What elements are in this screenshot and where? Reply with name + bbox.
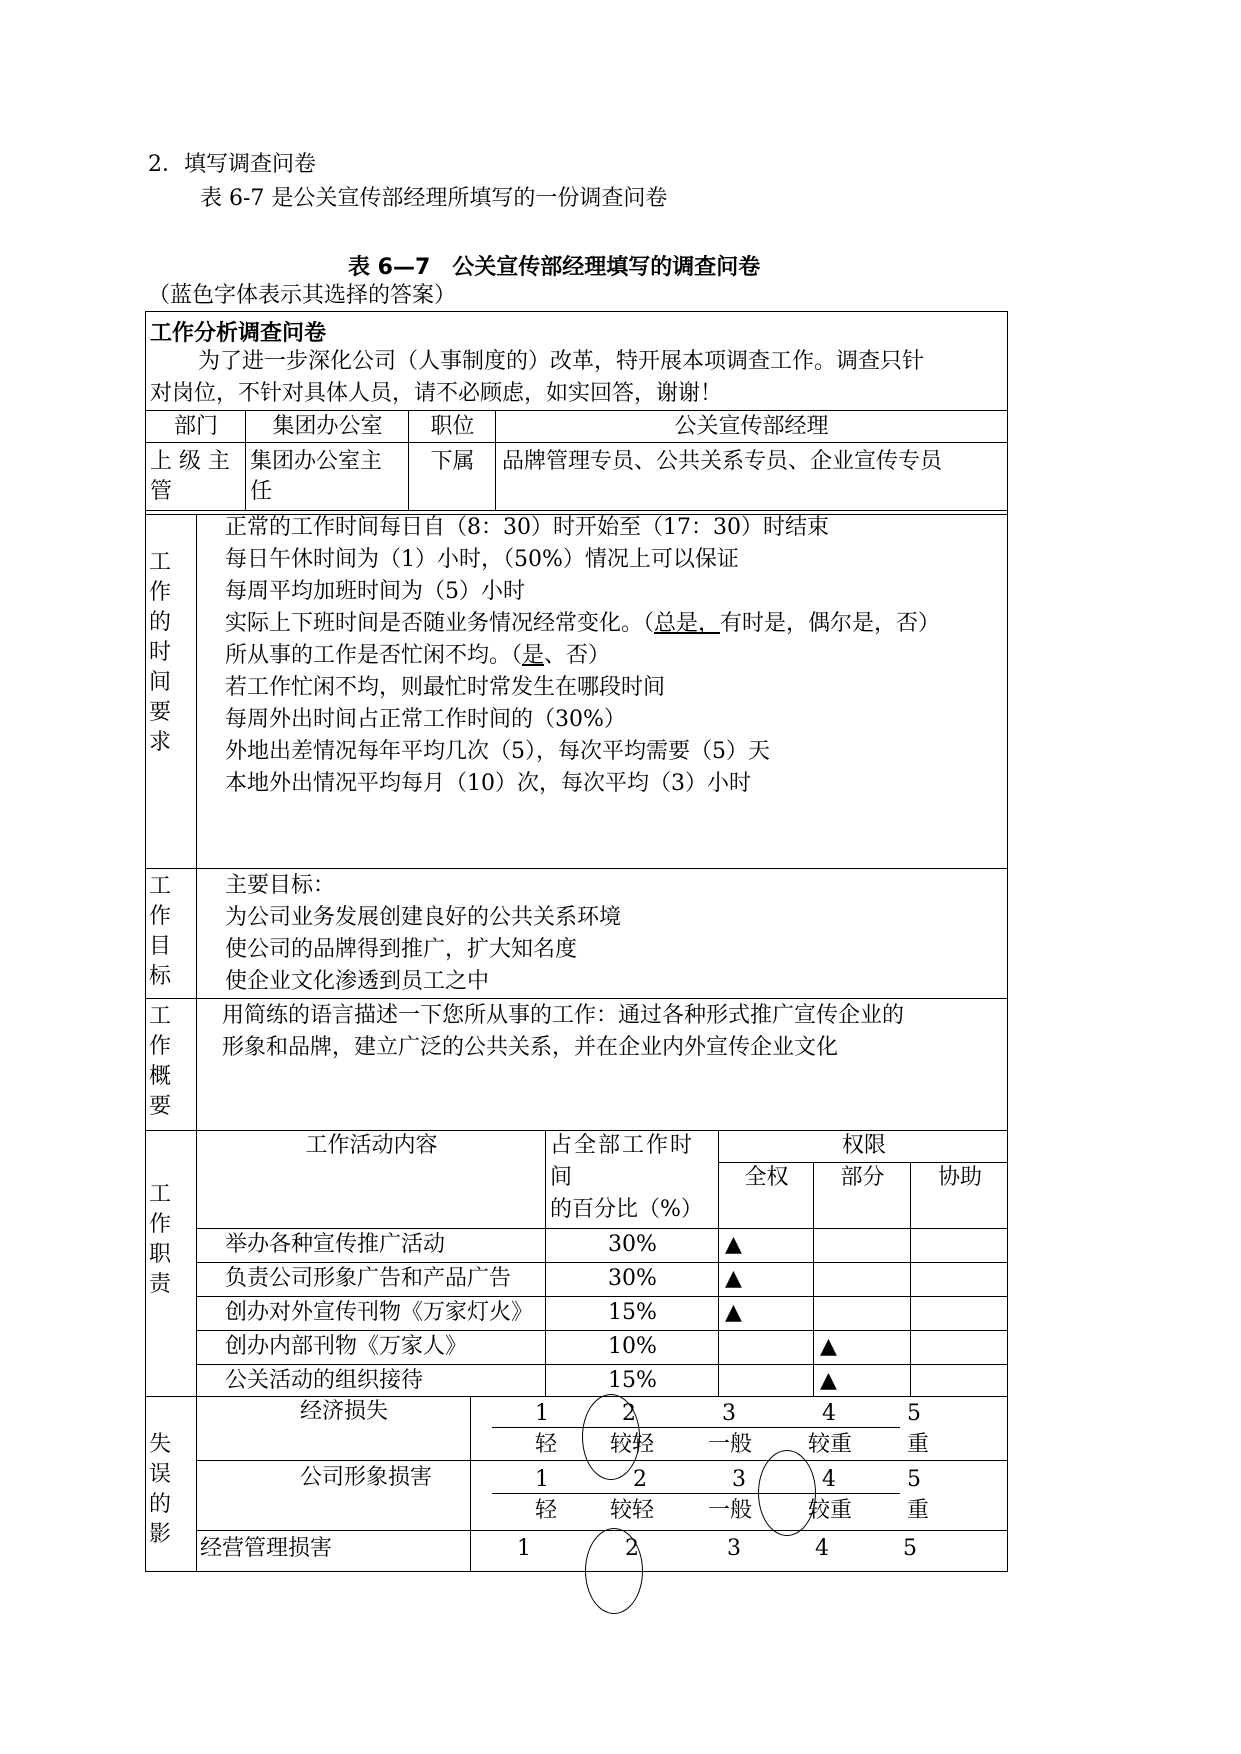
goal-line-1: 主要目标：	[225, 873, 336, 898]
duty-full-mark: ▲	[725, 1232, 742, 1257]
error-row-label: 经营管理损害	[200, 1536, 333, 1561]
time-line-6: 若工作忙闲不均，则最忙时常发生在哪段时间	[225, 675, 666, 700]
scale-level: 较轻	[610, 1498, 655, 1523]
col-partial: 部分	[840, 1165, 885, 1190]
time-line-8: 外地出差情况每年平均几次（5），每次平均需要（5）天	[225, 739, 770, 764]
scale-num: 3	[732, 1467, 746, 1492]
dept-value: 集团办公室	[272, 414, 383, 439]
summary-section-label: 工作概要	[148, 1004, 171, 1119]
dept-label: 部门	[173, 414, 218, 439]
position-value: 公关宣传部经理	[674, 414, 829, 439]
error-row-label: 经济损失	[300, 1399, 389, 1424]
selected-answer: 是	[522, 643, 545, 668]
duty-activity: 负责公司形象广告和产品广告	[225, 1266, 512, 1291]
goal-line-2: 为公司业务发展创建良好的公共关系环境	[225, 905, 622, 930]
scale-level: 轻	[535, 1432, 558, 1457]
questionnaire-intro-2: 对岗位，不针对具体人员，请不必顾虑，如实回答，谢谢！	[150, 381, 723, 406]
time-line-2: 每日午休时间为（1）小时，（50%）情况上可以保证	[225, 547, 739, 572]
questionnaire-intro-1: 为了进一步深化公司（人事制度的）改革，特开展本项调查工作。调查只针	[198, 349, 925, 374]
selection-circle	[582, 1394, 640, 1480]
goal-section-label: 工作目标	[148, 874, 171, 989]
duty-pct: 10%	[608, 1334, 657, 1359]
scale-num: 4	[815, 1536, 829, 1561]
scale-level: 较重	[808, 1498, 853, 1523]
table-title: 表 6—7 公关宣传部经理填写的调查问卷	[348, 255, 761, 280]
duty-pct: 15%	[608, 1300, 657, 1325]
intro-text: 表 6-7 是公关宣传部经理所填写的一份调查问卷	[200, 186, 668, 211]
duty-partial-mark: ▲	[820, 1368, 837, 1393]
section-heading: 2．填写调查问卷	[148, 152, 316, 177]
scale-num: 5	[907, 1467, 921, 1492]
time-line-9: 本地外出情况平均每月（10）次，每次平均（3）小时	[225, 771, 751, 796]
duty-pct: 30%	[608, 1232, 657, 1257]
scale-num: 3	[722, 1401, 736, 1426]
duty-pct: 15%	[608, 1368, 657, 1393]
scale-num: 4	[822, 1467, 836, 1492]
goal-line-3: 使公司的品牌得到推广，扩大知名度	[225, 937, 578, 962]
col-pct-2: 间	[550, 1165, 573, 1190]
selection-circle	[585, 1528, 643, 1614]
summary-line-1: 用简练的语言描述一下您所从事的工作：通过各种形式推广宣传企业的	[222, 1003, 905, 1028]
scale-num: 4	[822, 1401, 836, 1426]
time-line-7: 每周外出时间占正常工作时间的（30%）	[225, 707, 626, 732]
scale-level: 一般	[708, 1498, 753, 1523]
supervisor-label-1: 上 级 主	[150, 449, 230, 474]
col-full: 全权	[744, 1165, 789, 1190]
duty-partial-mark: ▲	[820, 1334, 837, 1359]
supervisor-value-2: 任	[250, 479, 273, 504]
scale-level: 较重	[808, 1432, 853, 1457]
questionnaire-title: 工作分析调查问卷	[150, 321, 327, 346]
scale-level: 重	[907, 1432, 930, 1457]
scale-level: 轻	[535, 1498, 558, 1523]
duty-activity: 举办各种宣传推广活动	[225, 1232, 446, 1257]
time-line-5: 所从事的工作是否忙闲不均。（是、否）	[225, 643, 611, 668]
scale-num: 2	[625, 1536, 639, 1561]
position-label: 职位	[430, 414, 475, 439]
table-note: （蓝色字体表示其选择的答案）	[148, 283, 457, 308]
time-line-3: 每周平均加班时间为（5）小时	[225, 579, 525, 604]
duty-full-mark: ▲	[725, 1266, 742, 1291]
summary-line-2: 形象和品牌，建立广泛的公共关系，并在企业内外宣传企业文化	[222, 1035, 839, 1060]
subordinate-value: 品牌管理专员、公共关系专员、企业宣传专员	[502, 449, 943, 474]
col-pct-3: 的百分比（%）	[550, 1197, 703, 1222]
scale-num: 1	[517, 1536, 531, 1561]
scale-num: 2	[633, 1467, 647, 1492]
scale-level: 较轻	[610, 1432, 655, 1457]
duty-activity: 创办内部刊物《万家人》	[225, 1334, 468, 1359]
selection-circle	[758, 1450, 816, 1536]
supervisor-label-2: 管	[150, 479, 173, 504]
scale-level: 重	[907, 1498, 930, 1523]
scale-num: 1	[535, 1401, 549, 1426]
selected-answer: 总是，	[654, 611, 721, 636]
error-section-label: 失误的影	[148, 1432, 171, 1547]
scale-level: 一般	[708, 1432, 753, 1457]
scale-num: 1	[535, 1467, 549, 1492]
goal-line-4: 使企业文化渗透到员工之中	[225, 969, 490, 994]
duty-activity: 创办对外宣传刊物《万家灯火》	[225, 1300, 534, 1325]
supervisor-value-1: 集团办公室主	[250, 449, 383, 474]
col-assist: 协助	[937, 1165, 982, 1190]
time-section-label: 工作的时间要求	[148, 550, 171, 755]
time-line-1: 正常的工作时间每日自（8：30）时开始至（17：30）时结束	[225, 515, 829, 540]
col-activity: 工作活动内容	[305, 1133, 438, 1158]
duty-activity: 公关活动的组织接待	[225, 1368, 424, 1393]
duty-section-label: 工作职责	[148, 1182, 171, 1297]
duty-pct: 30%	[608, 1266, 657, 1291]
time-line-4: 实际上下班时间是否随业务情况经常变化。（总是，有时是，偶尔是，否）	[225, 611, 941, 636]
scale-num: 5	[907, 1401, 921, 1426]
subordinate-label: 下属	[430, 449, 475, 474]
scale-num: 3	[727, 1536, 741, 1561]
scale-num: 5	[903, 1536, 917, 1561]
error-row-label: 公司形象损害	[300, 1465, 433, 1490]
scale-num: 2	[622, 1401, 636, 1426]
duty-full-mark: ▲	[725, 1300, 742, 1325]
col-authority: 权限	[841, 1133, 886, 1158]
col-pct-1: 占全部工作时	[550, 1133, 695, 1158]
